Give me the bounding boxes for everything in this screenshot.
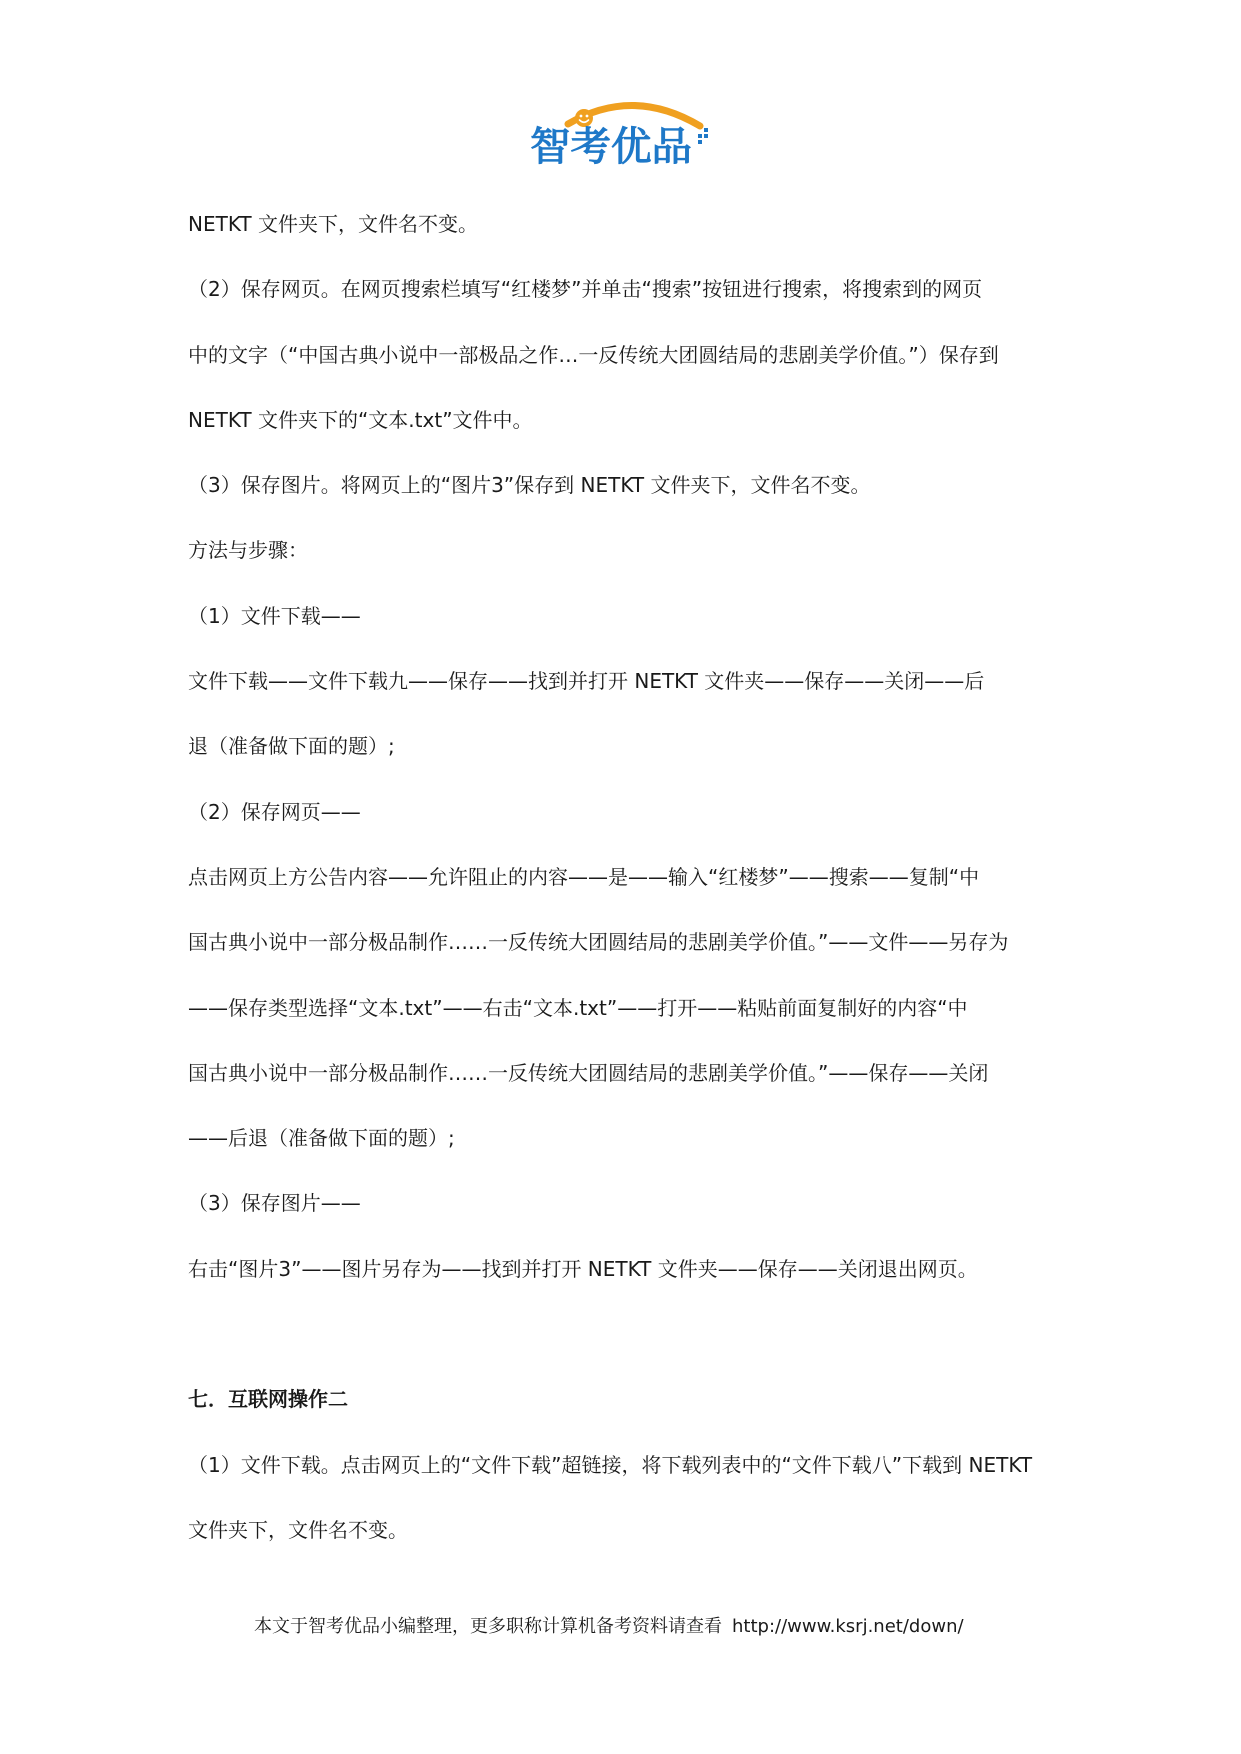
section-heading: 七．互联网操作二 bbox=[188, 1387, 348, 1412]
body-line: （1）文件下载—— bbox=[188, 603, 361, 628]
body-line: 国古典小说中一部分极品制作……一反传统大团圆结局的悲剧美学价值。”——文件——另存为 bbox=[188, 930, 1009, 955]
body-line: NETKT 文件夹下的“文本.txt”文件中。 bbox=[188, 407, 533, 432]
section-line: 文件夹下，文件名不变。 bbox=[188, 1517, 408, 1542]
brand-logo bbox=[528, 100, 718, 170]
body-line: （3）保存图片—— bbox=[188, 1191, 361, 1216]
body-line: 方法与步骤： bbox=[188, 538, 308, 563]
body-line: 右击“图片3”——图片另存为——找到并打开 NETKT 文件夹——保存——关闭退出网页。 bbox=[188, 1256, 978, 1281]
section-line: （1）文件下载。点击网页上的“文件下载”超链接，将下载列表中的“文件下载八”下载到 NETKT bbox=[188, 1452, 1033, 1477]
logo-pixels bbox=[698, 128, 708, 144]
footer-text: 本文于智考优品小编整理，更多职称计算机备考资料请查看 bbox=[254, 1616, 722, 1637]
body-line: 退（准备做下面的题）; bbox=[188, 734, 395, 759]
body-line: ——保存类型选择“文本.txt”——右击“文本.txt”——打开——粘贴前面复制好的内容“中 bbox=[188, 995, 968, 1020]
document-body bbox=[188, 192, 1060, 1563]
body-line: 文件下载——文件下载九——保存——找到并打开 NETKT 文件夹——保存——关闭——后 bbox=[188, 669, 985, 694]
body-line: （3）保存图片。将网页上的“图片3”保存到 NETKT 文件夹下，文件名不变。 bbox=[188, 473, 871, 498]
body-line: （2）保存网页。在网页搜索栏填写“红楼梦”并单击“搜索”按钮进行搜索，将搜索到的网页 bbox=[188, 277, 983, 302]
body-line: NETKT 文件夹下，文件名不变。 bbox=[188, 212, 478, 236]
footer-link[interactable]: http://www.ksrj.net/down/ bbox=[732, 1616, 964, 1637]
page-footer bbox=[254, 1612, 1054, 1642]
body-line: 国古典小说中一部分极品制作……一反传统大团圆结局的悲剧美学价值。”——保存——关闭 bbox=[188, 1060, 989, 1085]
paragraph-gap bbox=[188, 1302, 1060, 1367]
body-line: 点击网页上方公告内容——允许阻止的内容——是——输入“红楼梦”——搜索——复制“中 bbox=[188, 864, 980, 889]
body-line: （2）保存网页—— bbox=[188, 799, 361, 824]
body-line: 中的文字（“中国古典小说中一部极品之作…一反传统大团圆结局的悲剧美学价值。”）保存到 bbox=[188, 342, 999, 367]
logo-text: 智考优品 bbox=[530, 124, 692, 170]
body-line: ——后退（准备做下面的题）; bbox=[188, 1126, 455, 1151]
